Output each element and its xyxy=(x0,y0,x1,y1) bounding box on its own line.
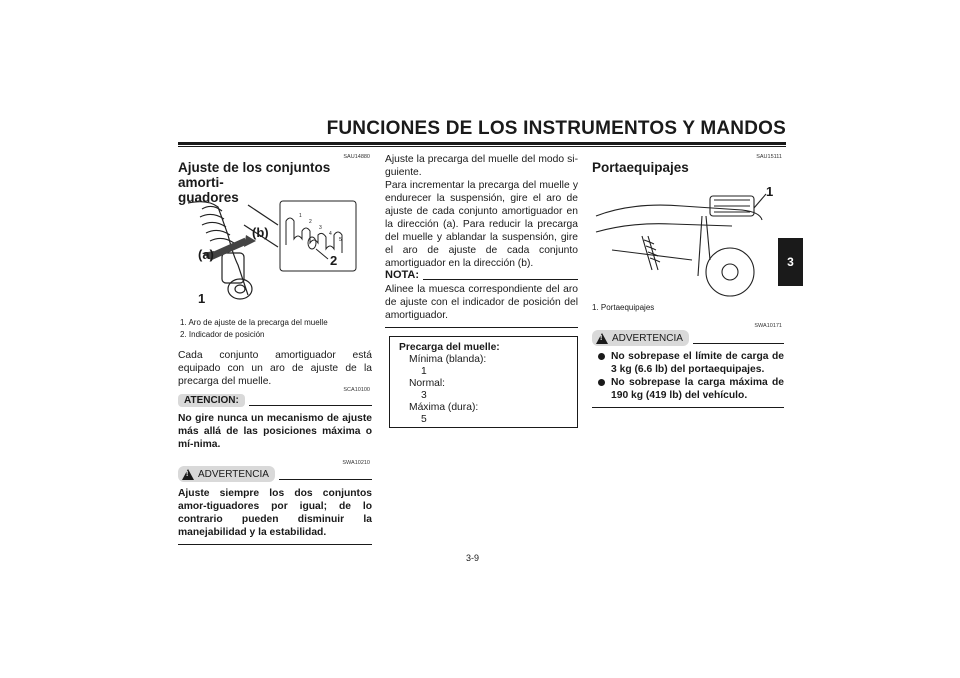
warning-rule xyxy=(279,479,372,480)
header-rule-thin xyxy=(178,146,786,147)
figure-captions xyxy=(180,317,375,341)
spec-min-value: 1 xyxy=(421,366,427,377)
luggage-rack-figure xyxy=(592,180,784,298)
page-header-title: FUNCIONES DE LOS INSTRUMENTOS Y MANDOS xyxy=(326,118,786,139)
shock-intro-paragraph: Cada conjunto amortiguador está equipado con un aro de ajuste de la precarga del muelle. xyxy=(178,350,372,387)
section-code: SAU14880 xyxy=(343,154,370,160)
warning-bottom-rule-rack xyxy=(592,407,784,408)
header-rule xyxy=(178,142,786,145)
warning-bullet-item xyxy=(598,376,784,402)
scale-mark-4: 4 xyxy=(329,231,332,237)
spec-max-label: Máxima (dura): xyxy=(409,402,479,413)
caution-label: ATENCION: xyxy=(178,394,245,407)
shock-absorber-figure xyxy=(178,195,371,307)
spec-min-label: Mínima (blanda): xyxy=(409,354,487,365)
warning-label-box xyxy=(178,466,275,482)
scale-mark-5: 5 xyxy=(339,237,342,243)
note-block xyxy=(385,269,578,328)
scale-mark-2: 2 xyxy=(309,219,312,225)
callout-1-rack-label: 1 xyxy=(766,184,774,199)
warning-bottom-rule xyxy=(178,544,372,545)
direction-b-label: (b) xyxy=(252,225,269,240)
caution-rule xyxy=(249,405,372,406)
caption-item: 1. Aro de ajuste de la precarga del muelle xyxy=(180,318,328,327)
caution-code: SCA10100 xyxy=(343,387,370,393)
section-title-rack: Portaequipajes xyxy=(592,160,689,175)
note-rule xyxy=(423,279,578,280)
spec-title: Precarga del muelle: xyxy=(399,342,500,353)
section-code-rack: SAU15111 xyxy=(756,154,782,160)
section-title-line2: guadores xyxy=(178,190,239,205)
scale-mark-1: 1 xyxy=(299,213,302,219)
note-text: Alinee la muesca correspondiente del aro de ajuste con el indicador de posición del amortiguador. xyxy=(385,284,578,321)
bullet-text: No sobrepase la carga máxima de 190 kg (419 lb) del vehículo. xyxy=(611,377,784,401)
spec-max-value: 5 xyxy=(421,414,427,425)
warning-rule-rack xyxy=(693,343,784,344)
chapter-tab: 3 xyxy=(778,238,803,286)
caution-text: No gire nunca un mecanismo de ajuste más allá de las posiciones máxima o mí-nima. xyxy=(178,413,372,450)
warning-bullets xyxy=(592,350,784,402)
caption-item: 2. Indicador de posición xyxy=(180,330,265,339)
spec-normal-value: 3 xyxy=(421,390,427,401)
rack-caption: 1. Portaequipajes xyxy=(592,303,655,312)
warning-text-shock: Ajuste siempre los dos conjuntos amor-tiguadores por igual; de lo contrario pueden disminuir la manejabilidad y la estabilidad. xyxy=(178,488,372,538)
warning-triangle-icon: ! xyxy=(596,333,608,344)
warning-code: SWA10210 xyxy=(342,460,370,466)
spec-content xyxy=(390,337,577,426)
warning-code-rack: SWA10171 xyxy=(754,323,782,329)
warning-label: ADVERTENCIA xyxy=(198,468,269,480)
section-title-line1: Ajuste de los conjuntos amorti- xyxy=(178,160,331,190)
caution-block xyxy=(178,394,372,451)
bullet-icon xyxy=(598,353,605,360)
warning-block-shock xyxy=(178,466,372,545)
warning-label-box-rack xyxy=(592,330,689,346)
warning-triangle-icon: ! xyxy=(182,469,194,480)
callout-2-label: 2 xyxy=(330,253,338,268)
motorcycle-rear-illustration xyxy=(592,180,784,298)
warning-bullet-item xyxy=(598,350,784,376)
spec-normal-label: Normal: xyxy=(409,378,446,389)
bullet-icon xyxy=(598,379,605,386)
adjust-intro-paragraph: Ajuste la precarga del muelle del modo si-guiente. xyxy=(385,154,578,178)
page-number: 3-9 xyxy=(466,553,480,563)
spring-preload-spec-box xyxy=(389,336,578,428)
warning-block-rack xyxy=(592,330,784,408)
bullet-text: No sobrepase el límite de carga de 3 kg (6.6 lb) del portaequipajes. xyxy=(611,351,784,375)
scale-mark-3: 3 xyxy=(319,225,322,231)
warning-label-rack: ADVERTENCIA xyxy=(612,332,683,344)
direction-a-label: (a) xyxy=(198,247,214,262)
note-bottom-rule xyxy=(385,327,578,328)
callout-1-label: 1 xyxy=(198,291,206,306)
note-label: NOTA: xyxy=(385,269,420,281)
adjust-instructions-paragraph: Para incrementar la precarga del muelle y endurecer la suspensión, gire el aro de ajuste de cada conjunto amortiguador en la dirección (a). Para reducir la precarga del muelle y ablandar la suspensión, gire el aro de ajuste de cada conjunto amortiguador en la dirección (b). xyxy=(385,180,578,269)
